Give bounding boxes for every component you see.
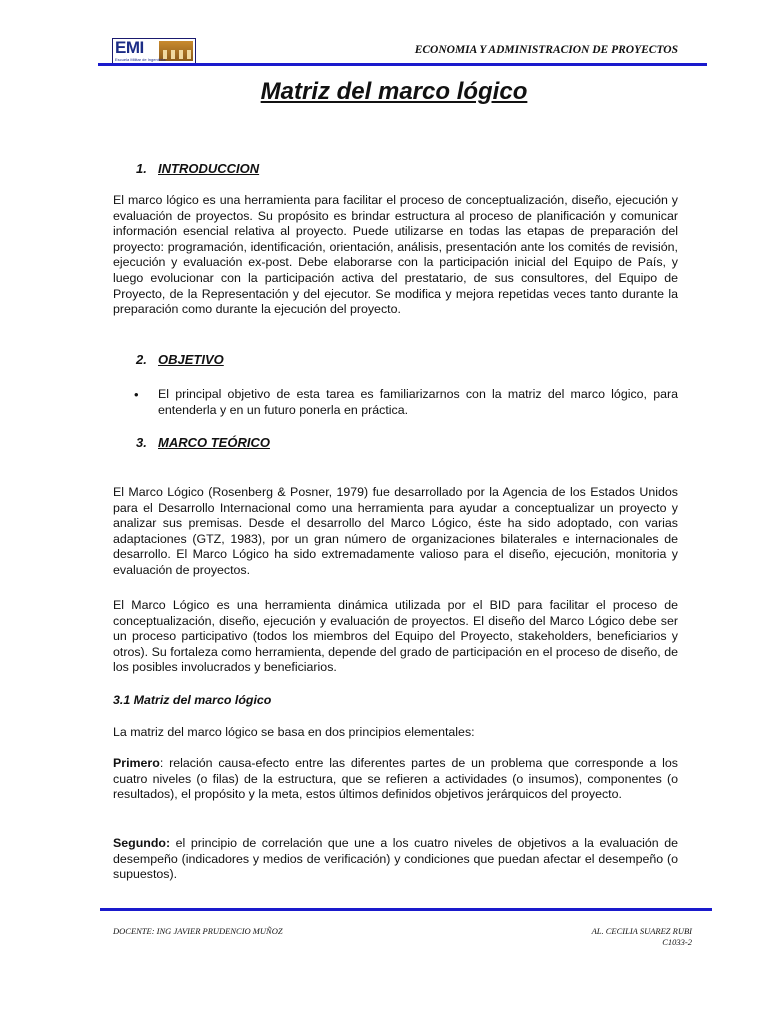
- section-number: 2.: [136, 352, 147, 367]
- principle-label: Segundo:: [113, 836, 171, 850]
- section-heading-introduccion: [136, 161, 259, 176]
- section-number: 3.: [136, 435, 147, 450]
- course-title: ECONOMIA Y ADMINISTRACION DE PROYECTOS: [414, 44, 678, 56]
- paragraph-marco-teorico-2: El Marco Lógico es una herramienta dinámica utilizada por el BID para facilitar el proceso de conceptualización, diseño, ejecución y evaluación de proyectos. El diseño del Marco Lógico debe ser un proceso participativo (todos los miembros del Equipo del Proyecto, stakeholders, beneficiarios y otros). Su fortaleza como herramienta, depende del grado de participación en el proceso de diseño, de los posibles involucrados y beneficiarios.: [113, 598, 678, 675]
- section-title: INTRODUCCION: [158, 161, 260, 176]
- principle-text: : relación causa-efecto entre las diferentes partes de un problema que corresponde a los cuatro niveles (o filas) de la estructura, que se refieren a actividades (o insumos), componentes (o resultados), el propósito y la meta, estos últimos definidos objetivos jerárquicos del proyecto.: [113, 756, 678, 802]
- logo-text: EMI: [115, 38, 144, 57]
- section-title: OBJETIVO: [158, 352, 224, 367]
- principle-first: [113, 756, 678, 803]
- bullet-icon: •: [134, 387, 139, 402]
- footer-teacher: DOCENTE: ING JAVIER PRUDENCIO MUÑOZ: [113, 926, 283, 936]
- emi-logo: [112, 38, 196, 64]
- section-number: 1.: [136, 161, 147, 176]
- paragraph-introduccion: El marco lógico es una herramienta para facilitar el proceso de conceptualización, diseño, ejecución y evaluación de proyectos. Su propósito es brindar estructura al proceso de planificación y comunicar información esencial relativa al proyecto. Puede utilizarse en todas las etapas de preparación del proyecto: programación, identificación, orientación, análisis, presentación ante los comités de revisión, ejecución y evaluación ex-post. Debe elaborarse con la participación inicial del Equipo de País, y luego evolucionar con la participación activa del prestatario, de sus consultores, del Equipo de Proyecto, de la Representación y del ejecutor. Se modifica y mejora repetidas veces tanto durante la preparación como durante la ejecución del proyecto.: [113, 193, 678, 317]
- principle-label: Primero: [113, 756, 160, 770]
- footer-code: C1033-2: [662, 937, 692, 947]
- subsection-heading: 3.1 Matriz del marco lógico: [113, 693, 272, 707]
- footer-rule: [100, 908, 712, 911]
- header-rule: [98, 63, 707, 66]
- paragraph-marco-teorico-1: El Marco Lógico (Rosenberg & Posner, 1979) fue desarrollado por la Agencia de los Estados Unidos para el Desarrollo Internacional como una herramienta para ayudar a conceptualizar un proyecto y analizar sus premisas. Desde el desarrollo del Marco Lógico, éste ha sido adoptado, con varias adaptaciones (GTZ, 1983), por un gran número de organizaciones bilaterales e internacionales de desarrollo. El Marco Lógico ha sido extremadamente valioso para el diseño, ejecución, monitoria y evaluación de proyectos.: [113, 485, 678, 577]
- principle-second: [113, 836, 678, 883]
- section-heading-objetivo: [136, 352, 224, 367]
- document-title: Matriz del marco lógico: [260, 78, 528, 105]
- bullet-text: El principal objetivo de esta tarea es familiarizarnos con la matriz del marco lógico, para entenderla y en un futuro ponerla en práctica.: [158, 387, 678, 417]
- subsection-intro: La matriz del marco lógico se basa en dos principios elementales:: [113, 725, 475, 739]
- footer-student: AL. CECILIA SUAREZ RUBI: [591, 926, 692, 936]
- section-heading-marco-teorico: [136, 435, 270, 450]
- page-header: [100, 36, 706, 66]
- footer-student-block: [560, 926, 692, 948]
- logo-subtitle: Escuela Militar de Ingeniería: [115, 57, 166, 62]
- section-title: MARCO TEÓRICO: [158, 435, 270, 450]
- principle-text: el principio de correlación que une a los cuatro niveles de objetivos a la evaluación de desempeño (indicadores y medios de verificación) y condiciones que puedan afectar el desempeño (o supuestos).: [113, 836, 678, 882]
